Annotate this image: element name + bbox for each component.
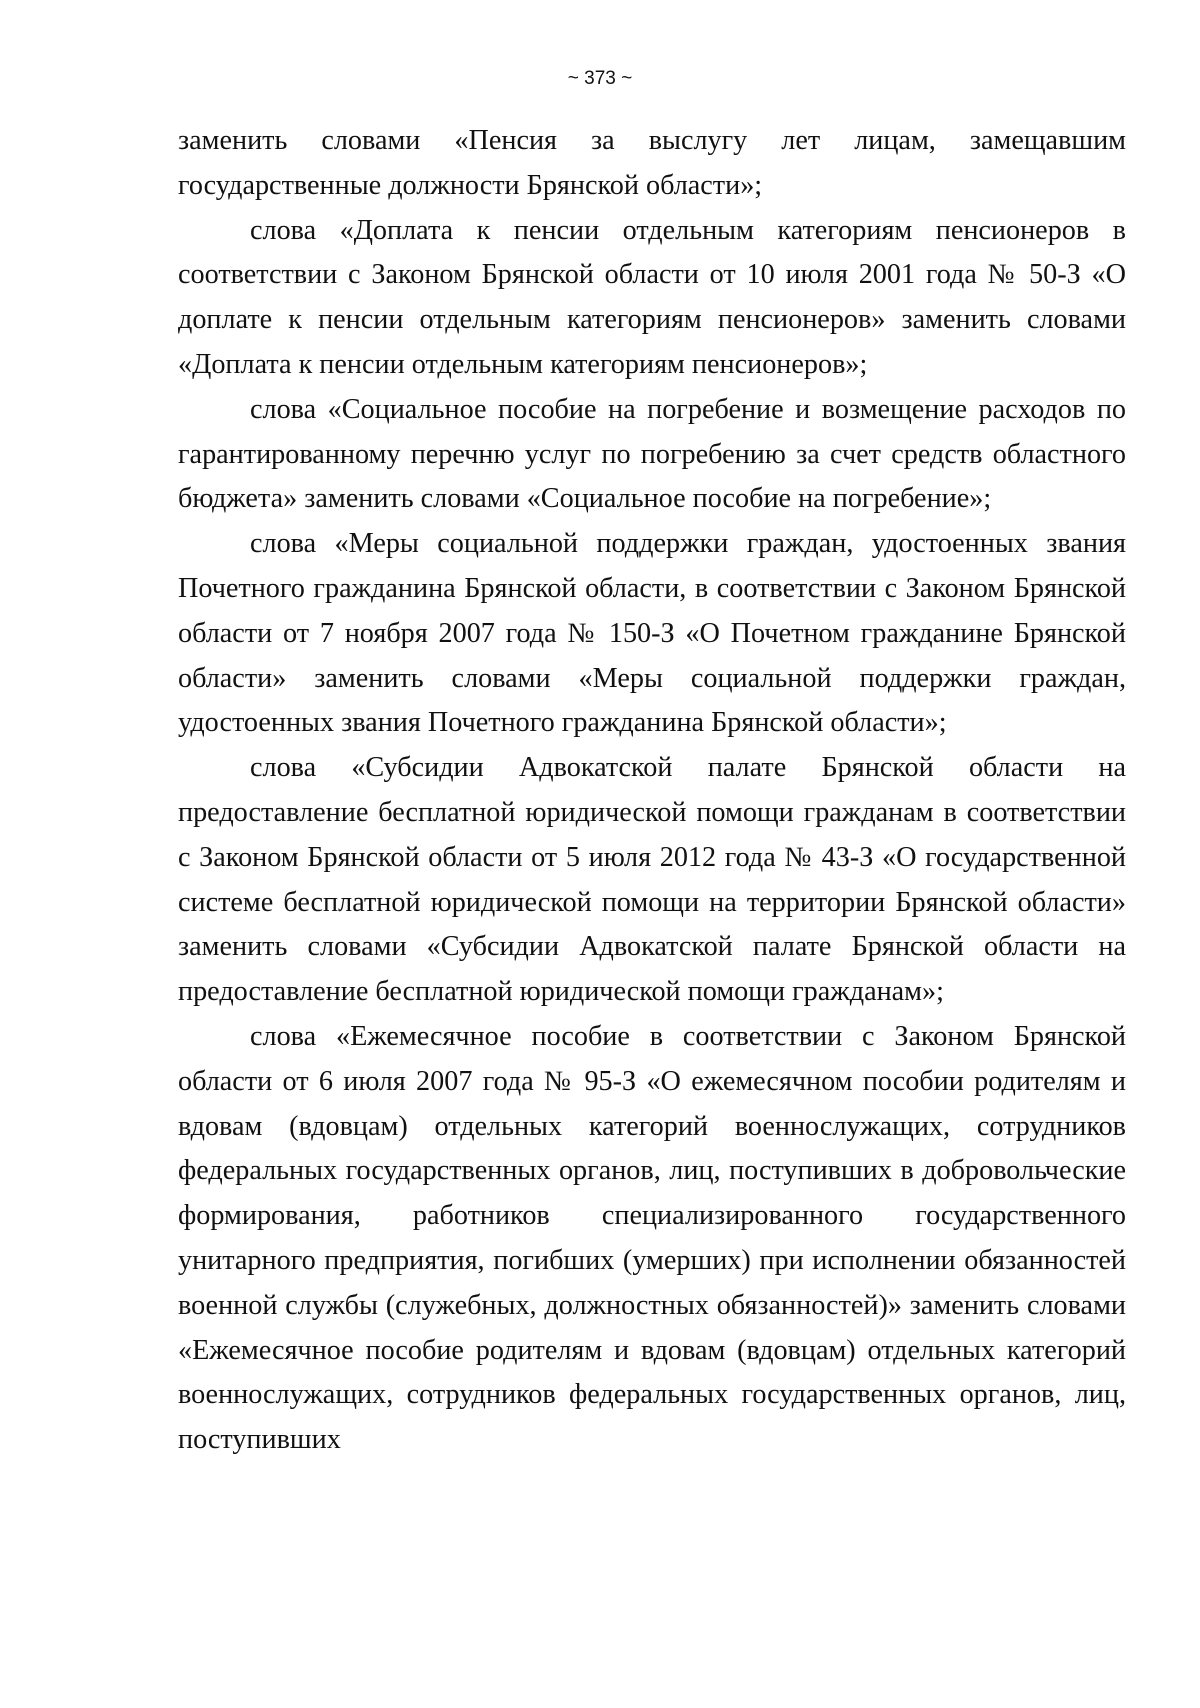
paragraph-5: слова «Субсидии Адвокатской палате Брянской области на предоставление бесплатной юридической помощи гражданам в соответствии с Законом Брянской области от 5 июля 2012 года № 43-З «О государственной системе бесплатной юридической помощи на территории Брянской области» заменить словами «Субсидии Адвокатской палате Брянской области на предоставление бесплатной юридической помощи гражданам»;	[178, 752, 1126, 1008]
paragraph-4: слова «Меры социальной поддержки граждан, удостоенных звания Почетного гражданина Брянской области, в соответствии с Законом Брянской области от 7 ноября 2007 года № 150-З «О Почетном гражданине Брянской области» заменить словами «Меры социальной поддержки граждан, удостоенных звания Почетного гражданина Брянской области»;	[178, 528, 1126, 739]
page-number: ~ 373 ~	[567, 68, 633, 89]
paragraph-2: слова «Доплата к пенсии отдельным категориям пенсионеров в соответствии с Законом Брянской области от 10 июля 2001 года № 50-З «О доплате к пенсии отдельным категориям пенсионеров» заменить словами «Доплата к пенсии отдельным категориям пенсионеров»;	[178, 214, 1126, 380]
paragraph-3: слова «Социальное пособие на погребение и возмещение расходов по гарантированному перечню услуг по погребению за счет средств областного бюджета» заменить словами «Социальное пособие на погребение»;	[178, 393, 1126, 515]
paragraph-1: заменить словами «Пенсия за выслугу лет лицам, замещавшим государственные должности Брянской области»;	[178, 125, 1126, 201]
document-body	[178, 119, 1126, 1463]
paragraph-6: слова «Ежемесячное пособие в соответствии с Законом Брянской области от 6 июля 2007 года № 95-З «О ежемесячном пособии родителям и вдовам (вдовцам) отдельных категорий военнослужащих, сотрудников федеральных государственных органов, лиц, поступивших в добровольческие формирования, работников специализированного государственного унитарного предприятия, погибших (умерших) при исполнении обязанностей военной службы (служебных, должностных обязанностей)» заменить словами «Ежемесячное пособие родителям и вдовам (вдовцам) отдельных категорий военнослужащих, сотрудников федеральных государственных органов, лиц, поступивших	[178, 1020, 1126, 1456]
